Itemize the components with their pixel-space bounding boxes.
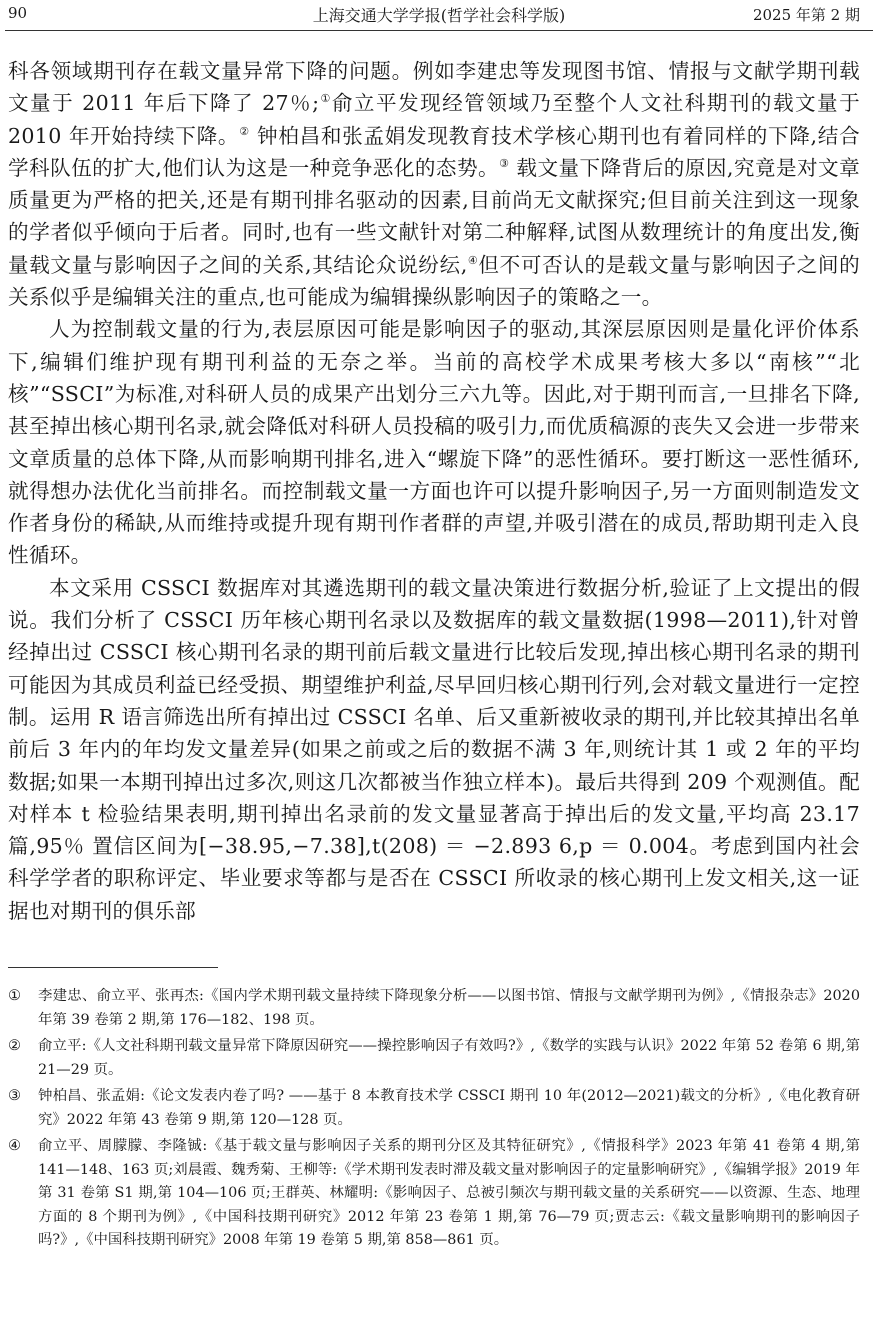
footnote-number: ④ bbox=[8, 1138, 21, 1154]
footnote-ref-1[interactable]: ① bbox=[319, 92, 332, 106]
footnote-4 bbox=[8, 1135, 860, 1253]
footnote-text: 李建忠、俞立平、张再杰:《国内学术期刊载文量持续下降现象分析——以图书馆、情报与文献学期刊为例》,《情报杂志》2020 年第 39 卷第 2 期,第 176—182、198 页。 bbox=[38, 988, 860, 1028]
paragraph-3: 本文采用 CSSCI 数据库对其遴选期刊的载文量决策进行数据分析,验证了上文提出的假说。我们分析了 CSSCI 历年核心期刊名录以及数据库的载文量数据(1998—2011),针对曾经掉出过 CSSCI 核心期刊名录的期刊前后载文量进行比较后发现,掉出核心期刊名录的期刊可能因为其成员利益已经受损、期望维护利益,尽早回归核心期刊行列,会对载文量进行一定控制。运用 R 语言筛选出所有掉出过 CSSCI 名单、后又重新被收录的期刊,并比较其掉出名单前后 3 年内的年均发文量差异(如果之前或之后的数据不满 3 年,则统计其 1 或 2 年的平均数据;如果一本期刊掉出过多次,则这几次都被当作独立样本)。最后共得到 209 个观测值。配对样本 t 检验结果表明,期刊掉出名录前的发文量显著高于掉出后的发文量,平均高 23.17 篇,95％ 置信区间为[−38.95,−7.38],t(208) ＝ −2.893 6,p ＝ 0.004。考虑到国内社会科学学者的职称评定、毕业要求等都与是否在 CSSCI 所收录的核心期刊上发文相关,这一证据也对期刊的俱乐部 bbox=[8, 575, 860, 923]
footnote-3 bbox=[8, 1085, 860, 1132]
body-text bbox=[8, 55, 860, 927]
p1-sentence-3: 钟柏昌和张孟娟发现教育技术学核心期刊也有着同样的下降,结合学科队伍的扩大,他们认为这是一种竞争恶化的态势。 bbox=[8, 123, 860, 180]
footnotes bbox=[8, 985, 860, 1256]
issue-label: 2025 年第 2 期 bbox=[752, 6, 860, 24]
footnote-number: ② bbox=[8, 1038, 21, 1054]
footnote-number: ③ bbox=[8, 1088, 21, 1104]
footnote-ref-3[interactable]: ③ bbox=[499, 157, 510, 171]
running-header bbox=[0, 0, 878, 30]
footnote-rule bbox=[8, 967, 218, 968]
page-number: 90 bbox=[8, 4, 28, 22]
footnote-number: ① bbox=[8, 988, 21, 1004]
footnote-ref-2[interactable]: ② bbox=[239, 124, 250, 138]
p1-sentence-1: 科各领域期刊存在载文量异常下降的问题。例如李建忠等发现图书馆、情报与文献学期刊载文量于 2011 年后下降了 27％; bbox=[8, 59, 860, 116]
p1-sentence-4: 载文量下降背后的原因,究竟是对文章质量更为严格的把关,还是有期刊排名驱动的因素,目前尚无文献探究;但目前关注到这一现象的学者似乎倾向于后者。同时,也有一些文献针对第二种解释,试图从数理统计的角度出发,衡量载文量与影响因子之间的关系,其结论众说纷纭, bbox=[8, 155, 860, 277]
header-rule bbox=[5, 30, 873, 31]
footnote-text: 俞立平、周朦朦、李隆铖:《基于载文量与影响因子关系的期刊分区及其特征研究》,《情报科学》2023 年第 41 卷第 4 期,第 141—148、163 页;刘晨霞、魏秀菊、王柳等:《学术期刊发表时滞及载文量对影响因子的定量影响研究》,《编辑学报》2019 年第 31 卷第 S1 期,第 104—106 页;王群英、林耀明:《影响因子、总被引频次与期刊载文量的关系研究——以资源、生态、地理方面的 8 个期刊为例》,《中国科技期刊研究》2012 年第 23 卷第 1 期,第 76—79 页;贾志云:《载文量影响期刊的影响因子吗?》,《中国科技期刊研究》2008 年第 19 卷第 5 期,第 858—861 页。 bbox=[38, 1138, 860, 1248]
paragraph-2: 人为控制载文量的行为,表层原因可能是影响因子的驱动,其深层原因则是量化评价体系下,编辑们维护现有期刊利益的无奈之举。当前的高校学术成果考核大多以“南核”“北核”“SSCI”为标准,对科研人员的成果产出划分三六九等。因此,对于期刊而言,一旦排名下降,甚至掉出核心期刊名录,就会降低对科研人员投稿的吸引力,而优质稿源的丧失又会进一步带来文章质量的总体下降,从而影响期刊排名,进入“螺旋下降”的恶性循环。要打断这一恶性循环,就得想办法优化当前排名。而控制载文量一方面也许可以提升影响因子,另一方面则制造发文作者身份的稀缺,从而维持或提升现有期刊作者群的声望,并吸引潜在的成员,帮助期刊走入良性循环。 bbox=[8, 317, 860, 568]
p1-sentence-2: 俞立平发现经管领域乃至整个人文社科期刊的载文量于 2010 年开始持续下降。 bbox=[8, 91, 861, 148]
footnote-2 bbox=[8, 1035, 860, 1082]
footnote-text: 俞立平:《人文社科期刊载文量异常下降原因研究——操控影响因子有效吗?》,《数学的实践与认识》2022 年第 52 卷第 6 期,第 21—29 页。 bbox=[38, 1038, 860, 1078]
footnote-text: 钟柏昌、张孟娟:《论文发表内卷了吗? ——基于 8 本教育技术学 CSSCI 期刊 10 年(2012—2021)载文的分析》,《电化教育研究》2022 年第 43 卷第 9 期,第 120—128 页。 bbox=[38, 1088, 860, 1128]
paragraph-1 bbox=[8, 55, 860, 313]
journal-title: 上海交通大学学报(哲学社会科学版) bbox=[312, 6, 566, 25]
footnote-ref-4[interactable]: ④ bbox=[467, 253, 479, 267]
p1-sentence-5: 但不可否认的是载文量与影响因子之间的关系似乎是编辑关注的重点,也可能成为编辑操纵影响因子的策略之一。 bbox=[8, 252, 860, 310]
footnote-1 bbox=[8, 985, 860, 1032]
